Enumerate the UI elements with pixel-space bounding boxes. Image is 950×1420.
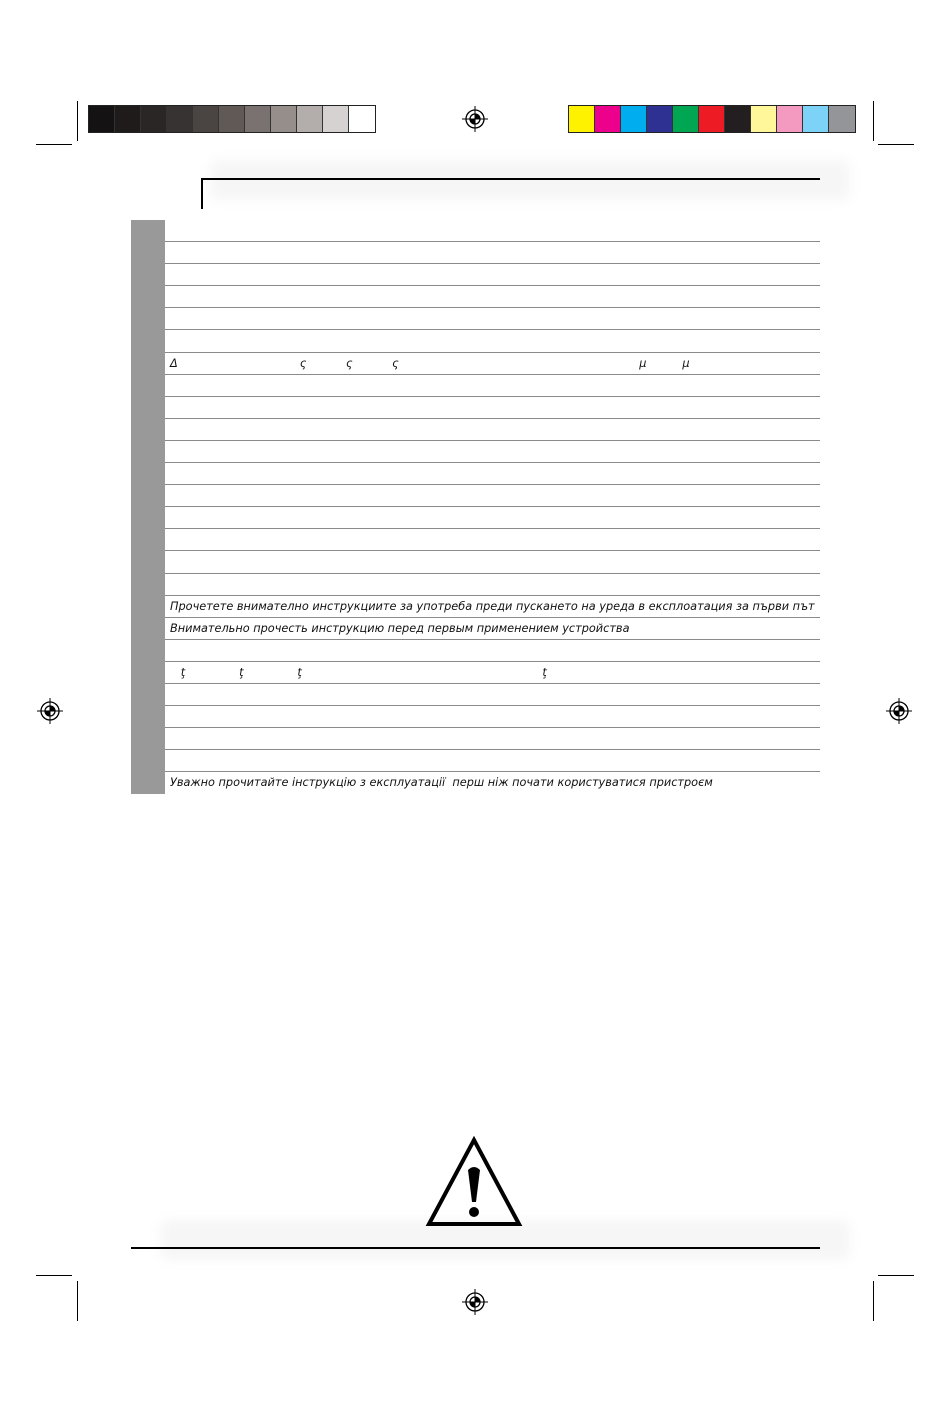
language-row [131, 772, 820, 794]
language-code-cell [131, 529, 165, 551]
language-code-cell [131, 353, 165, 375]
registration-mark-icon [886, 698, 912, 724]
color-swatch [349, 106, 375, 132]
language-row [131, 485, 820, 507]
language-code-cell [131, 308, 165, 330]
color-swatch [777, 106, 803, 132]
color-calibration-bar [568, 105, 856, 133]
language-row [131, 640, 820, 662]
language-row-text [165, 750, 820, 772]
color-swatch [323, 106, 349, 132]
language-code-cell [131, 574, 165, 596]
color-swatch [219, 106, 245, 132]
crop-mark-bottom-left-v [77, 1281, 78, 1321]
registration-mark-icon [462, 106, 488, 132]
language-code-cell [131, 507, 165, 529]
language-row [131, 441, 820, 463]
language-row [131, 507, 820, 529]
language-row-text [165, 529, 820, 551]
language-row [131, 684, 820, 706]
language-table [131, 220, 820, 794]
language-row-text [165, 551, 820, 573]
color-swatch [595, 106, 621, 132]
warning-triangle-icon [425, 1136, 523, 1230]
color-swatch [803, 106, 829, 132]
language-code-cell [131, 662, 165, 684]
language-code-cell [131, 640, 165, 662]
language-row [131, 286, 820, 308]
language-row-text: Уважно прочитайте інструкцію з експлуатації перш ніж почати користуватися пристроєм [170, 776, 713, 790]
language-row-text [165, 640, 820, 662]
footer-rule [131, 1247, 820, 1249]
language-code-cell [131, 463, 165, 485]
registration-mark-icon [37, 698, 63, 724]
language-row-text: Внимательно прочесть инструкцию перед первым применением устройства [165, 618, 820, 640]
language-row [131, 308, 820, 330]
color-swatch [699, 106, 725, 132]
language-row-text [165, 308, 820, 330]
language-row-text [165, 330, 820, 352]
language-row-text: Δ ς ς ς μ μ [165, 353, 820, 375]
language-row [131, 375, 820, 397]
language-row [131, 596, 820, 618]
language-code-cell [131, 220, 165, 242]
crop-mark-bottom-right-h [878, 1275, 914, 1276]
language-code-cell [131, 618, 165, 640]
language-code-cell [131, 242, 165, 264]
language-code-cell [131, 485, 165, 507]
language-row-text [165, 485, 820, 507]
crop-mark-bottom-right-v [873, 1281, 874, 1321]
color-swatch [115, 106, 141, 132]
color-swatch [829, 106, 855, 132]
language-row-text [165, 286, 820, 308]
language-row-text [165, 220, 820, 242]
language-code-cell [131, 397, 165, 419]
language-code-cell [131, 330, 165, 352]
color-swatch [89, 106, 115, 132]
color-swatch [141, 106, 167, 132]
language-row-text: ţ ţ ţ ţ [165, 662, 820, 684]
language-row [131, 706, 820, 728]
language-code-cell [131, 728, 165, 750]
language-row-text [165, 574, 820, 596]
color-swatch [673, 106, 699, 132]
language-row [131, 353, 820, 375]
language-code-cell [131, 419, 165, 441]
language-row [131, 529, 820, 551]
crop-mark-top-left-h [36, 144, 72, 145]
language-row [131, 397, 820, 419]
language-code-cell [131, 684, 165, 706]
color-swatch [297, 106, 323, 132]
color-swatch [569, 106, 595, 132]
language-code-cell [131, 750, 165, 772]
gray-calibration-bar [88, 105, 376, 133]
crop-mark-bottom-left-h [36, 1275, 72, 1276]
color-swatch [245, 106, 271, 132]
language-row-text [165, 375, 820, 397]
language-row-text [165, 419, 820, 441]
language-row [131, 750, 820, 772]
language-row-text: Прочетете внимателно инструкциите за употреба преди пускането на уреда в експлоатация за първи път [165, 596, 820, 618]
language-row-text [165, 684, 820, 706]
color-swatch [167, 106, 193, 132]
language-code-cell [131, 375, 165, 397]
crop-mark-top-right-v [873, 101, 874, 141]
language-row [131, 242, 820, 264]
language-code-cell [131, 596, 165, 618]
registration-mark-icon [462, 1289, 488, 1315]
color-swatch [621, 106, 647, 132]
color-swatch [751, 106, 777, 132]
language-code-cell [131, 441, 165, 463]
language-row-text [165, 397, 820, 419]
language-row [131, 728, 820, 750]
language-row-text [165, 507, 820, 529]
language-code-cell [131, 706, 165, 728]
header-shadow [210, 160, 850, 200]
language-row [131, 220, 820, 242]
language-code-cell [131, 286, 165, 308]
language-row [131, 618, 820, 640]
color-swatch [193, 106, 219, 132]
language-row [131, 264, 820, 286]
crop-mark-top-left-v [77, 101, 78, 141]
language-row-text [165, 706, 820, 728]
language-row-text [165, 728, 820, 750]
language-row [131, 419, 820, 441]
language-code-cell [131, 551, 165, 573]
language-row-text [165, 242, 820, 264]
language-code-cell [131, 264, 165, 286]
language-row [131, 574, 820, 596]
crop-mark-top-right-h [878, 144, 914, 145]
language-row [131, 551, 820, 573]
color-swatch [725, 106, 751, 132]
language-row [131, 330, 820, 352]
header-rule [201, 178, 820, 180]
language-row-text [165, 264, 820, 286]
color-swatch [271, 106, 297, 132]
language-row-text [165, 441, 820, 463]
color-swatch [647, 106, 673, 132]
language-row [131, 463, 820, 485]
language-code-cell [131, 772, 165, 794]
language-row [131, 662, 820, 684]
header-rule-tick [201, 178, 203, 209]
language-row-text [165, 463, 820, 485]
